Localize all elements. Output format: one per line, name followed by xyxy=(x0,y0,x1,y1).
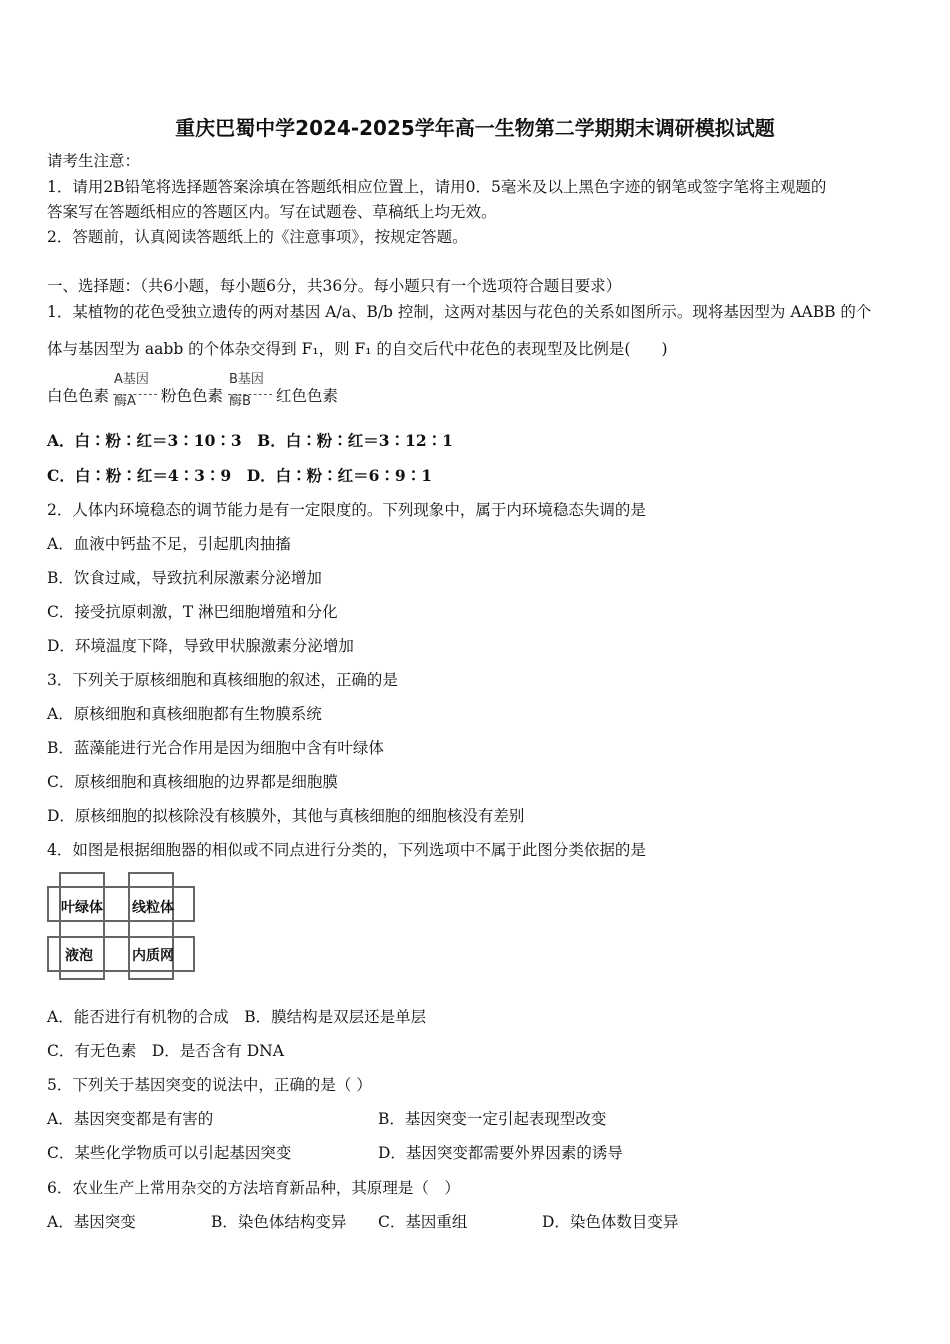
q5-option-a: A．基因突变都是有害的 xyxy=(47,1110,214,1128)
q1-stem: 1．某植物的花色受独立遗传的两对基因 A/a、B/b 控制，这两对基因与花色的关系如图所示。现将基因型为 AABB 的个 xyxy=(47,303,872,321)
notice-2: 2．答题前，认真阅读答题纸上的《注意事项》，按规定答题。 xyxy=(47,228,468,246)
notice-heading: 请考生注意： xyxy=(47,152,141,170)
enzyme-b-label: 酶B xyxy=(229,394,251,409)
q4-stem: 4．如图是根据细胞器的相似或不同点进行分类的，下列选项中不属于此图分类依据的是 xyxy=(47,841,646,859)
q5-option-b: B．基因突变一定引起表现型改变 xyxy=(378,1110,607,1128)
q2-stem: 2．人体内环境稳态的调节能力是有一定限度的。下列现象中，属于内环境稳态失调的是 xyxy=(47,501,646,519)
chloroplast-label: 叶绿体 xyxy=(61,900,103,916)
gene-b-label: B基因 xyxy=(229,372,264,387)
q6-option-c: C．基因重组 xyxy=(378,1213,468,1231)
q3-option-c: C．原核细胞和真核细胞的边界都是细胞膜 xyxy=(47,773,338,791)
notice-1-cont: 答案写在答题纸相应的答题区内。写在试题卷、草稿纸上均无效。 xyxy=(47,203,497,221)
pink-pigment: 粉色色素 xyxy=(161,387,224,405)
q6-option-a: A．基因突变 xyxy=(47,1213,136,1231)
q1-stem-cont: 体与基因型为 aabb 的个体杂交得到 F₁，则 F₁ 的自交后代中花色的表现型及比例是( ) xyxy=(47,340,668,358)
q3-option-d: D．原核细胞的拟核除没有核膜外，其他与真核细胞的细胞核没有差别 xyxy=(47,807,525,825)
q6-option-d: D．染色体数目变异 xyxy=(542,1213,679,1231)
q5-stem: 5．下列关于基因突变的说法中，正确的是（ ） xyxy=(47,1076,372,1094)
mitochondria-label: 线粒体 xyxy=(132,900,174,916)
q5-option-c: C．某些化学物质可以引起基因突变 xyxy=(47,1144,292,1162)
vacuole-label: 液泡 xyxy=(65,948,93,964)
q5-option-d: D．基因突变都需要外界因素的诱导 xyxy=(378,1144,623,1162)
q1-options-cd: C．白∶粉∶红＝4∶3∶9 D．白∶粉∶红＝6∶9∶1 xyxy=(47,466,432,485)
q2-option-c: C．接受抗原刺激，T 淋巴细胞增殖和分化 xyxy=(47,603,338,621)
q4-options-cd: C．有无色素 D．是否含有 DNA xyxy=(47,1042,284,1060)
section-heading: 一、选择题：（共6小题，每小题6分，共36分。每小题只有一个选项符合题目要求） xyxy=(47,277,622,295)
notice-1: 1．请用2B铅笔将选择题答案涂填在答题纸相应位置上，请用0．5毫米及以上黑色字迹的钢笔或签字笔将主观题的 xyxy=(47,178,827,196)
q2-option-d: D．环境温度下降，导致甲状腺激素分泌增加 xyxy=(47,637,354,655)
q3-option-a: A．原核细胞和真核细胞都有生物膜系统 xyxy=(47,705,322,723)
organelle-classification-figure xyxy=(47,872,193,980)
q6-option-b: B．染色体结构变异 xyxy=(211,1213,347,1231)
gene-a-label: A基因 xyxy=(114,372,149,387)
red-pigment: 红色色素 xyxy=(276,387,339,405)
q2-option-a: A．血液中钙盐不足，引起肌肉抽搐 xyxy=(47,535,291,553)
q4-options-ab: A．能否进行有机物的合成 B．膜结构是双层还是单层 xyxy=(47,1008,427,1026)
page-title: 重庆巴蜀中学2024-2025学年高一生物第二学期期末调研模拟试题 xyxy=(175,116,775,140)
q3-option-b: B．蓝藻能进行光合作用是因为细胞中含有叶绿体 xyxy=(47,739,384,757)
white-pigment: 白色色素 xyxy=(47,387,110,405)
q2-option-b: B．饮食过咸，导致抗利尿激素分泌增加 xyxy=(47,569,322,587)
q3-stem: 3．下列关于原核细胞和真核细胞的叙述，正确的是 xyxy=(47,671,398,689)
enzyme-a-label: 酶A xyxy=(114,394,136,409)
q6-stem: 6．农业生产上常用杂交的方法培育新品种，其原理是（ ） xyxy=(47,1179,460,1197)
q1-options-ab: A．白∶粉∶红＝3∶10∶3 B．白∶粉∶红＝3∶12∶1 xyxy=(47,431,453,450)
er-label: 内质网 xyxy=(132,948,174,964)
